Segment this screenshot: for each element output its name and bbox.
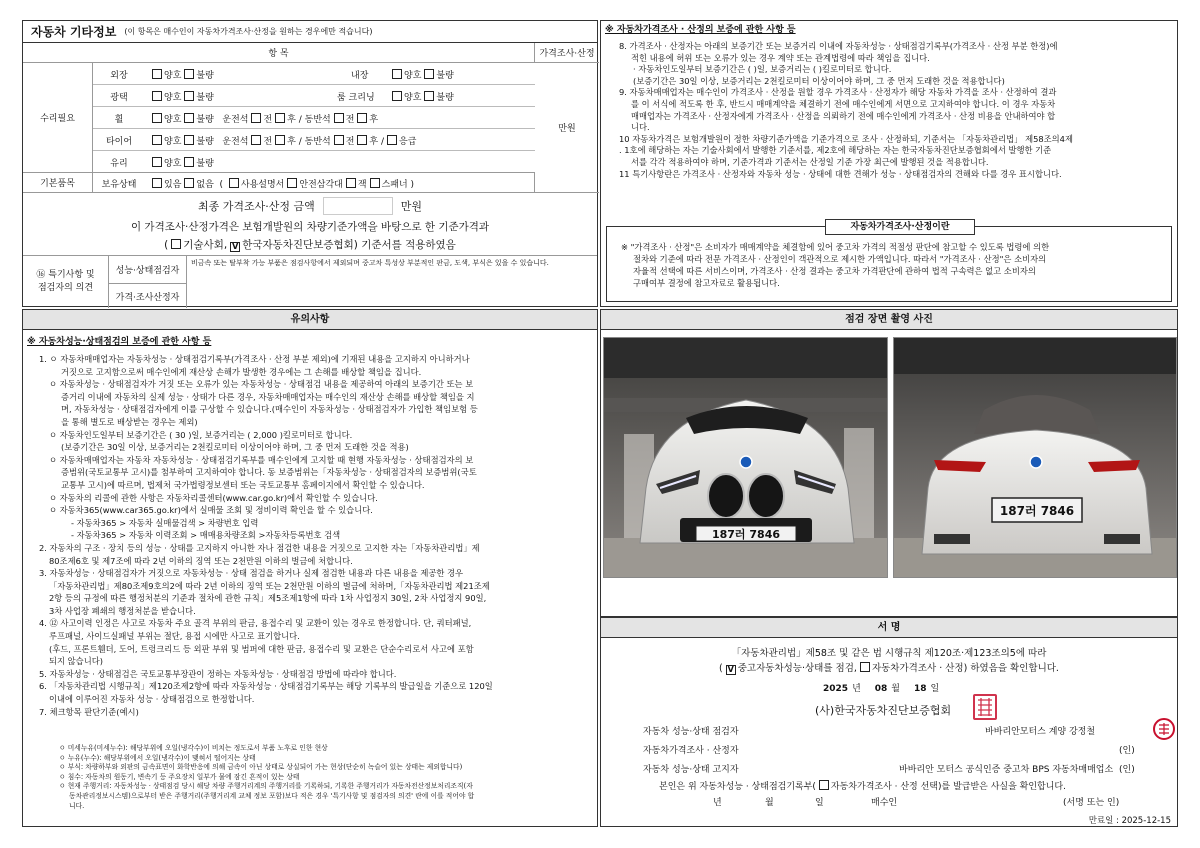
buyer-date-year: 년 [713,798,722,808]
criteria-line: 동차관리정보시스템)으로부터 받은 주행거리(주행거리계 교체 정보 포함)보다 적은 경우 '특기사항 및 점검자의 의견' 란에 이를 적어야 합 [69,791,475,800]
notes-line: 되지 않습니다) [49,656,103,667]
notes-line: 3차 사업장 폐쇄의 행정처분을 받습니다. [49,605,196,616]
checkbox[interactable] [334,113,344,123]
sign-row-inspector [643,724,1173,737]
checkbox[interactable] [152,91,162,101]
price-examiner-label: 자동차가격조사 · 산정자 [643,746,739,756]
checkbox[interactable] [334,135,344,145]
checkbox[interactable] [251,135,261,145]
jack-label: 잭 [357,180,367,190]
date-day: 18 [914,684,927,694]
special-label-line2: 점검자의 의견 [37,283,94,293]
basic-items-label: 기본품목 [23,173,93,193]
checkbox[interactable] [357,113,367,123]
sign-row-notifier [643,762,1173,775]
notes-line: 교통부 고시)에 따르며, 법제처 국가법령정보센터 또는 국토교통부 홈페이지에서 확인할 수 있습니다. [61,479,425,490]
checkbox-tech-society[interactable] [171,239,181,249]
notes-panel [22,309,598,827]
checkbox[interactable] [184,157,194,167]
p9-line2: 를 이 서식에 적도록 한 후, 반드시 매매계약을 체결하기 전에 매수인에게 서면으로 고지하여야 합니다. 이 경우 자동차 [631,98,1056,109]
price-unit: 만원 [535,63,599,193]
option-none: 없음 [196,180,214,190]
wheel-options [149,112,378,125]
signature-panel [600,617,1178,827]
base-price-note-2 [23,237,597,252]
notes-line: 을 통해 별도로 배상받는 경우는 제외) [61,416,198,427]
p9-line3: 매매업자는 가격조사 · 산정자에게 가격조사 · 산정을 의뢰하기 전에 매수인에게 가격조사 · 산정 비용을 안내하여야 합 [631,110,1056,121]
notes-line: 5. 자동차성능 · 상태점검은 국토교통부장관이 정하는 자동차성능 · 상태점검 방법에 따라야 합니다. [39,668,397,679]
checkbox[interactable] [251,113,261,123]
rear-plate-text: 187러 7846 [999,504,1075,518]
option-good: 양호 [164,137,182,147]
tire-options [149,134,416,147]
price-guarantee-body [619,41,1175,180]
option-bad: 불량 [196,93,214,103]
row-possession [93,173,535,193]
confirm-text-a: 본인은 위 자동차성능 · 상태점검기록부( [659,782,816,792]
front-car-image [604,338,888,578]
notes-header: 유의사항 [23,310,597,330]
buyer-sign: (서명 또는 인) [1063,798,1120,808]
front-plate-text: 187러 7846 [711,528,781,541]
row-gloss [93,85,535,107]
notes-line: (보증기간은 30일 이상, 보증거리는 2천킬로미터 이상이어야 하며, 그 중 먼저 도래한 것을 적용) [61,442,409,453]
p8-line1: 8. 가격조사 · 산정자는 아래의 보증기간 또는 보증거리 이내에 자동차성능 · 상태점검기록부(가격조사 · 산정 부분 한정)에 [619,41,1058,51]
exterior-label: 외장 [110,71,128,81]
price-check-label: 자동차가격조사 · 산정) 하였음을 확인합니다. [871,663,1059,674]
inspector-seal [1153,718,1175,740]
checkbox[interactable] [275,113,285,123]
spanner-label: 스패너 ) [381,180,415,190]
checkbox[interactable] [387,135,397,145]
rear-label: 후 [369,115,379,125]
notes-line: 이내에 이루어진 자동차 성능 · 상태점검으로 한정합니다. [49,694,255,705]
expiry-date: 만료일 : 2025-12-15 [1088,816,1171,826]
special-label-line1: ⑯ 특기사항 및 [36,270,95,280]
notes-line: 2항 등의 규정에 따른 행정처분의 기준과 절차에 관한 규칙」제5조제1항에 따라 1차 사업정지 30일, 2차 사업정지 90일, [49,593,487,604]
criteria-line: ㅇ 누유(누수): 해당부위에서 오일(냉각수)이 맺혀서 떨어지는 상태 [59,753,256,762]
rear-label: 후 / [369,137,384,147]
final-amount-input[interactable] [323,197,393,215]
checkbox[interactable] [152,178,162,188]
sign-row-confirm [659,779,1179,792]
notes-title: ※ 자동차성능·상태점검의 보증에 관한 사항 등 [27,337,212,347]
option-bad: 불량 [436,93,454,103]
signature-law-line: 「자동차관리법」제58조 및 같은 법 시행규칙 제120조·제123조의5에 따라 [731,648,1047,659]
date-year: 2025 [823,684,849,694]
kadia-label: 한국자동차진단보증협회) 기준서를 적용하였음 [242,239,456,251]
option-bad: 불량 [196,115,214,125]
checkbox[interactable] [287,178,297,188]
paren: ( [164,239,169,251]
room-cleaning-options [389,90,454,103]
driver-seat-label: 운전석 [222,137,249,147]
option-good: 양호 [164,115,182,125]
criteria-line: ㅇ 침수: 자동차의 원동기, 변속기 등 주요장치 일부가 물에 잠긴 흔적이 있는 상태 [59,772,300,781]
checkbox[interactable] [184,178,194,188]
interior-label: 내장 [351,71,369,81]
notifier-value: 바바리안 모터스 공식인증 중고차 BPS 자동차매매업소 [899,765,1114,775]
buyer-date-month: 월 [765,798,774,808]
notes-line: 며, 자동차성능 · 상태점검자에게 이를 구상할 수 있습니다.(매수인이 자동차성능 · 상태점검자가 가입한 책임보험 등 [61,404,478,415]
front-label: 전 [345,137,355,147]
checkbox-price-select[interactable] [819,780,829,790]
option-bad: 불량 [196,71,214,81]
price-guarantee-panel [600,20,1178,307]
p10-line3: 서를 각각 적용하여야 하며, 기준가격과 기준서는 산정일 기준 가장 최근에 발행된 것을 적용합니다. [631,156,989,167]
signature-header: 서 명 [601,618,1177,638]
p8-line3: · 자동차인도일부터 보증기간은 ( )일, 보증거리는 ( )킬로미터로 합니다. [633,64,892,75]
gloss-label: 광택 [110,93,128,103]
triangle-label: 안전삼각대 [299,180,343,190]
checkbox-used-car-check[interactable]: V [727,665,734,674]
date-month: 08 [874,684,888,694]
rear-passenger-label: 후 / 동반석 [287,115,331,125]
date-day-unit: 일 [930,684,940,694]
what-is-price-body [621,241,1169,289]
notes-line: ㅇ 자동차성능 · 상태점검자가 거짓 또는 오류가 있는 자동차성능 · 상태점검 내용을 제공하여 아래의 보증기간 또는 보 [49,379,474,390]
notes-line: 1. ㅇ 자동차매매업자는 자동차성능 · 상태점검기록부(가격조사 · 산정 부분 제외)에 기재된 내용을 고지하지 아니하거나 [39,354,470,364]
checkbox-price-check[interactable] [860,662,870,672]
checkbox[interactable] [184,69,194,79]
buyer-date-day: 일 [815,798,824,808]
photos-header: 점검 장면 촬영 사진 [601,310,1177,330]
final-amount-label: 최종 가격조사·산정 금액 [197,200,315,213]
box-line2: 절차와 기준에 따라 전문 가격조사 · 산정인이 객관적으로 제시한 가액입니다. 따라서 "가격조사 · 산정"은 소비자의 [633,254,1047,264]
checkbox[interactable] [370,178,380,188]
tech-society-label: 기술사회, [183,239,228,251]
col-item-header: 항 목 [23,43,535,63]
other-info-title-bar [23,21,597,43]
buyer-label: 매수인 [871,798,898,808]
p9-line1: 9. 자동차매매업자는 매수인이 가격조사 · 산정을 원할 경우 가격조사 · 산정자가 해당 자동차 가격을 조사 · 산정하여 결과 [619,87,1057,98]
date-year-unit: 년 [852,684,861,694]
final-amount-unit: 만원 [400,200,422,213]
option-good: 양호 [164,71,182,81]
checkbox[interactable] [392,69,402,79]
p10-line2: . 1호에 해당하는 자는 기술사회에서 발행한 기준서를, 제2호에 해당하는 자는 한국자동차진단보증협회에서 발행한 기준 [619,145,1052,156]
checkbox[interactable] [346,178,356,188]
signature-date [823,681,939,694]
org-seal-icon [975,696,995,718]
row-tire [93,129,535,151]
notifier-label: 자동차 성능·상태 고지자 [643,765,739,775]
room-cleaning-label: 룸 크리닝 [337,93,375,103]
notes-line: 「자동차관리법」제80조제9호의2에 따라 2년 이하의 징역 또는 2천만원 이하의 벌금에 처하며,「자동차관리법 제21조제 [49,580,490,591]
sp2-label: 가격·조사산정자 [109,284,187,308]
emergency-label: 응급 [399,137,417,147]
checkbox[interactable] [357,135,367,145]
exterior-options [149,68,214,81]
col-price-header: 가격조사·산정 [535,43,599,63]
inspector-label: 자동차 성능·상태 점검자 [643,727,739,737]
notes-line: ㅇ 자동차인도일부터 보증기간은 ( 30 )일, 보증거리는 ( 2,000 )킬로미터로 합니다. [49,429,353,440]
option-good: 양호 [404,71,422,81]
notes-line: 6. 「자동차관리법 시행규칙」제120조제2항에 따라 자동차성능 · 상태점검기록부는 해당 기록부의 발급일을 기준으로 120일 [39,681,493,692]
p8-line2: 적힌 내용에 허위 또는 오류가 있는 경우 계약 또는 관계법령에 따라 책임을 집니다. [631,52,930,63]
sign-row-price [643,743,1173,756]
what-is-price-box [606,222,1172,302]
notes-body [39,353,595,718]
notes-line: 3. 자동차성능 · 상태점검자가 거짓으로 자동차성능 · 상태 점검을 하거나 실제 점검한 내용과 다른 내용을 제공한 경우 [39,568,464,579]
manual-label: 사용설명서 [240,180,285,190]
other-info-panel [22,20,598,307]
checkbox[interactable] [152,157,162,167]
notes-line: - 자동차365 > 자동차 이력조회 > 매매용차량조회 >자동차등록번호 검색 [71,530,341,541]
other-info-subtitle: (이 항목은 매수인이 자동차가격조사·산정을 원하는 경우에만 적습니다) [124,27,373,36]
used-car-check-label: 중고자동차성능·상태를 점검, [737,663,857,674]
confirm-text-b: 자동차가격조사 · 산정 선택)를 발급받은 사실을 확인합니다. [830,782,1066,792]
signature-check-line [601,660,1177,675]
special-remarks-area [23,255,597,306]
notes-line: 증거리 이내에 자동차의 실제 성능 · 상태가 다른 경우, 자동차매매업자는 매수인의 재산상 손해를 배상할 책임을 지 [61,391,475,402]
notes-line: 7. 체크항목 판단기준(예시) [39,706,139,717]
checkbox-kadia[interactable]: V [232,242,239,251]
notifier-seal: (인) [1119,765,1135,775]
signature-org: (사)한국자동차진단보증협회 [815,704,952,717]
rear-car-photo [893,337,1177,578]
checkbox[interactable] [229,178,239,188]
what-is-price-title: 자동차가격조사·산정이란 [825,219,975,235]
price-examiner-seal: (인) [1119,746,1135,756]
tire-label: 타이어 [105,137,133,147]
gloss-options [149,90,214,103]
front-label: 전 [345,115,355,125]
notes-line: ㅇ 자동차매매업자는 자동차 자동차성능 · 상태점검기록부를 매수인에게 고지할 때 현행 자동차성능 · 상태점검자의 보 [49,454,474,465]
photos-panel [600,309,1178,617]
paren: ( [719,663,723,674]
checkbox[interactable] [392,91,402,101]
row-wheel [93,107,535,129]
date-month-unit: 월 [891,684,900,694]
criteria-line: ㅇ 현재 주행거리: 자동차성능 · 상태점검 당시 해당 차량 주행거리계의 주행거리를 기록하되, 기록한 주행거리가 자동차전산정보처리조직(자 [59,782,473,791]
criteria-line: ㅇ 부식: 차량하부와 외판의 금속표면이 화학반응에 의해 금속이 아닌 상태로 상실되어 가는 현상(단순히 녹슬어 있는 상태는 제외합니다) [59,763,463,772]
p11-line1: 11 특기사항란은 가격조사 · 산정자와 자동차 성능 · 상태에 대한 견해가 성능 · 상태점검자의 견해와 다를 경우 표시합니다. [619,168,1062,179]
p9-line4: 니다. [631,122,650,133]
special-label-cell [23,256,109,308]
notes-line: 거짓으로 고지함으로써 매수인에게 재산상 손해가 발생한 경우에는 그 손해를 배상할 책임을 집니다. [61,366,422,377]
checkbox[interactable] [184,113,194,123]
base-price-note-1: 이 가격조사·산정가격은 보험개발원의 차량기준가액을 바탕으로 한 기준가격과 [130,221,490,233]
criteria-body [59,744,595,811]
row-glass [93,151,535,173]
notes-line: 2. 자동차의 구조 · 장치 등의 성능 · 상태를 고지하지 아니한 자나 점검한 내용을 거짓으로 고지한 자는「자동차관리법」제 [39,542,480,553]
front-car-photo [603,337,888,578]
front-label: 전 [263,137,273,147]
checkbox[interactable] [152,113,162,123]
notes-line: 80조제6호 및 제7조에 따라 2년 이하의 징역 또는 2천만원 이하의 벌금에 처합니다. [49,555,353,566]
option-good: 양호 [404,93,422,103]
notes-line: 증범위(국토교통부 고시)를 첨부하여 고지하여야 합니다. 동 보증범위는「자동차성능 · 상태점검자의 보증범위(국토 [61,467,477,478]
notes-line: - 자동차365 > 자동차 실매물검색 > 차량번호 입력 [71,517,259,528]
option-bad: 불량 [196,159,214,169]
org-seal [973,694,997,720]
criteria-line: ㅇ 미세누유(미세누수): 해당부위에 오일(냉각수)이 비치는 정도로서 부품 노후로 인한 현상 [59,744,328,752]
criteria-line: 니다. [69,801,85,810]
row-exterior [93,63,535,85]
option-bad: 불량 [196,137,214,147]
notes-line: ㅇ 자동차의 리콜에 관한 사항은 자동차리콜센터(www.car.go.kr)에서 확인할 수 있습니다. [49,492,378,503]
final-amount-row [23,195,597,217]
checkbox[interactable] [275,135,285,145]
possession-options [149,177,414,190]
notes-line: (후드, 프론트휀더, 도어, 트렁크리드 등 외판 부위 및 범퍼에 대한 판금, 용접수리 및 교환은 단순수리로서 사고에 포함 [49,643,474,654]
repair-needed-label: 수리필요 [23,63,93,173]
glass-options [149,156,214,169]
wheel-label: 휠 [114,115,124,125]
box-line3: 자율적 선택에 따른 서비스이며, 가격조사 · 산정 결과는 중고차 가격판단에 관하여 법적 구속력은 없고 소비자의 [633,266,1036,276]
other-info-title: 자동차 기타정보 [31,25,117,39]
checkbox[interactable] [424,69,434,79]
p8-line4: (보증기간은 30일 이상, 보증거리는 2천킬로미터 이상이어야 하며, 그 중 먼저 도래한 것을 적용합니다) [633,75,1005,86]
front-label: 전 [263,115,273,125]
checkbox[interactable] [184,91,194,101]
glass-label: 유리 [110,159,128,169]
rear-car-image [894,338,1177,578]
box-line1: ※ "가격조사 · 산정"은 소비자가 매매계약을 체결함에 있어 중고차 가격의 적절성 판단에 참고할 수 있도록 법령에 의한 [621,242,1050,252]
inspector-seal-icon [1155,720,1173,738]
paren-open: ( [219,180,226,190]
interior-options [389,68,454,81]
sp1-text: 비금속 또는 탈부착 가능 부품은 점검사항에서 제외되며 중고차 특성상 부분적인 판금, 도색, 부식은 있을 수 있습니다. [191,259,549,267]
option-good: 양호 [164,93,182,103]
checkbox[interactable] [424,91,434,101]
possession-label: 보유상태 [101,180,137,190]
option-bad: 불량 [436,71,454,81]
sp1-label: 성능·상태점검자 [109,256,187,284]
rear-passenger-label: 후 / 동반석 [287,137,331,147]
p10-line1: 10 자동차가격은 보험개발원이 정한 차량기준가액을 기준가격으로 조사 · 산정하되, 기준서는 「자동차관리법」 제58조의4제 [619,133,1073,144]
option-good: 양호 [164,159,182,169]
option-have: 있음 [164,180,182,190]
notes-line: 4. ⑫ 사고이력 인정은 사고로 자동차 주요 골격 부위의 판금, 용접수리 및 교환이 있는 경우로 한정합니다. 단, 쿼터패널, [39,618,472,629]
checkbox[interactable] [152,69,162,79]
price-guarantee-title: ※ 자동차가격조사 · 산정의 보증에 관한 사항 등 [605,25,796,35]
driver-seat-label: 운전석 [222,115,249,125]
checkbox[interactable] [152,135,162,145]
table-header-row [23,43,597,63]
box-line4: 구매여부 결정에 참고자료로 활용됩니다. [633,278,780,288]
checkbox[interactable] [184,135,194,145]
notes-line: ㅇ 자동차365(www.car365.go.kr)에서 실매물 조회 및 정비이력 확인을 할 수 있습니다. [49,505,373,516]
inspector-value: 바바리안모터스 계양 강정철 [985,727,1096,737]
notes-line: 루프패널, 사이드실패널 부위는 절단, 용접 시에만 사고로 표기합니다. [49,631,300,642]
